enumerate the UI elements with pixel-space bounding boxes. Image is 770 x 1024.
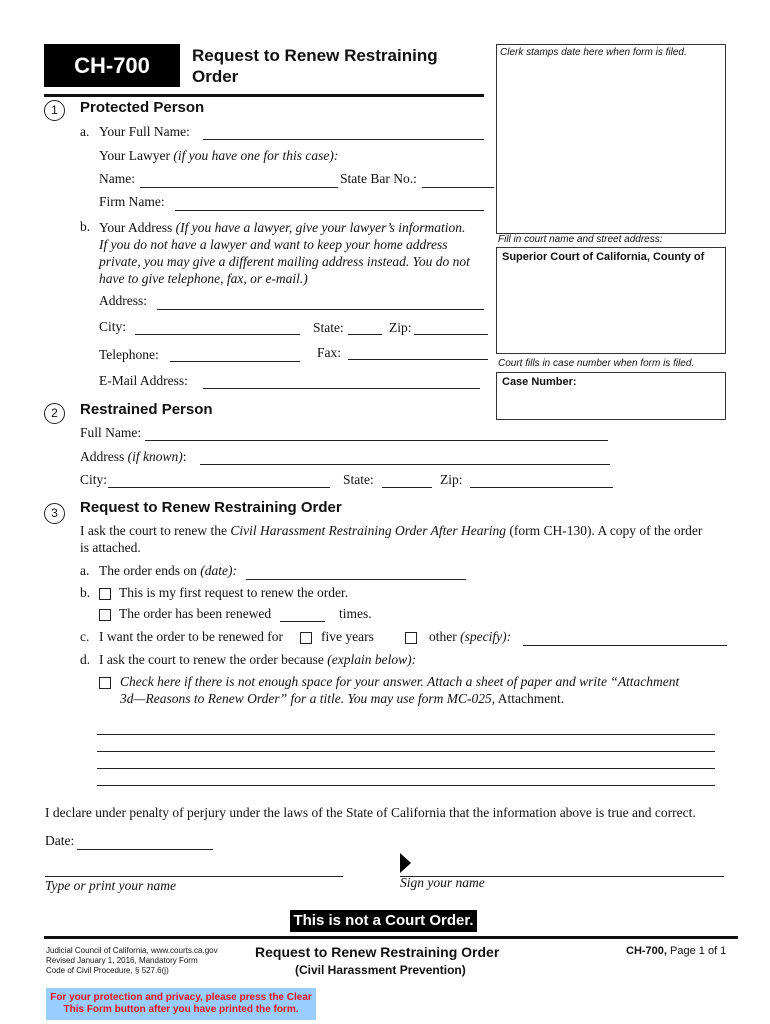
email-field[interactable]: [203, 388, 480, 389]
sign-arrow-icon: [400, 853, 411, 873]
other-checkbox[interactable]: [405, 632, 417, 644]
clear-form-button[interactable]: For your protection and privacy, please press the Clear This Form button after you have printed the form.: [46, 988, 316, 1020]
reason-line-3[interactable]: [97, 768, 715, 769]
not-court-order-notice: This is not a Court Order.: [290, 910, 477, 932]
case-number-field[interactable]: Case Number:: [496, 372, 726, 420]
section-2-heading: Restrained Person: [80, 401, 213, 418]
order-end-date-field[interactable]: [246, 579, 466, 580]
section-2-number: 2: [44, 403, 65, 424]
date-field[interactable]: [77, 849, 213, 850]
reason-line-2[interactable]: [97, 751, 715, 752]
city-field[interactable]: [135, 334, 300, 335]
five-years-checkbox[interactable]: [300, 632, 312, 644]
state-bar-field[interactable]: [422, 187, 494, 188]
times-renewed-field[interactable]: [280, 621, 325, 622]
restrained-address-field[interactable]: [200, 464, 610, 465]
court-name-field[interactable]: Superior Court of California, County of: [496, 247, 726, 354]
address-instructions: Your Address (If you have a lawyer, give your lawyer’s information. If you do not have a lawyer and want to keep your home address private, you may give a different mailing address instead. You do not have to give telephone, fax, or e-mail.): [99, 220, 470, 286]
form-title: Request to Renew Restraining Order: [192, 46, 438, 86]
reason-line-1[interactable]: [97, 734, 715, 735]
section-3-number: 3: [44, 503, 65, 524]
other-specify-field[interactable]: [523, 645, 727, 646]
telephone-field[interactable]: [170, 361, 300, 362]
section-3-heading: Request to Renew Restraining Order: [80, 499, 342, 516]
reason-line-4[interactable]: [97, 785, 715, 786]
section-1-heading: Protected Person: [80, 99, 205, 116]
restrained-state-field[interactable]: [382, 487, 432, 488]
declaration-text: I declare under penalty of perjury under the laws of the State of California that the information above is true and correct.: [45, 805, 696, 820]
zip-field[interactable]: [414, 334, 488, 335]
restrained-name-field[interactable]: [145, 440, 608, 441]
lawyer-name-field[interactable]: [140, 187, 338, 188]
attachment-checkbox[interactable]: [99, 677, 111, 689]
address-field[interactable]: [157, 309, 484, 310]
full-name-field[interactable]: [203, 139, 484, 140]
footer-rule: [44, 936, 738, 939]
clerk-stamp-box: Clerk stamps date here when form is filed.: [496, 44, 726, 234]
first-request-checkbox[interactable]: [99, 588, 111, 600]
restrained-zip-field[interactable]: [470, 487, 613, 488]
header-rule: [44, 94, 484, 97]
form-id-badge: CH-700: [44, 44, 180, 87]
restrained-city-field[interactable]: [108, 487, 330, 488]
section-1-number: 1: [44, 100, 65, 121]
firm-name-field[interactable]: [175, 210, 484, 211]
footer-citation: Judicial Council of California, www.courts.ca.gov Revised January 1, 2016, Mandatory Form Code of Civil Procedure, § 527.6(j): [46, 946, 218, 975]
fax-field[interactable]: [348, 359, 488, 360]
renewed-checkbox[interactable]: [99, 609, 111, 621]
print-name-field[interactable]: [45, 876, 343, 877]
state-field[interactable]: [348, 334, 382, 335]
form-page: CH-700 Request to Renew Restraining Order Clerk stamps date here when form is filed. Fill in court name and street address: Superior Court of California, County of Court fills in case number when form is filed. Case Number: 1 Protected Person a. Your Full Name: Your Lawyer (if you have one for this case): Name: State Bar No.: Firm Name: b. Your Address (If you have a lawyer, give your lawyer’s information. If you do not have a lawyer and want to keep your home address private, you may give a different mailing address instead. You do not have to give telephone, fax, or e-mail.) Address: City: State: Zip: Telephone: Fax: E-Mail Address: 2 Restrained Person Full Name: Address (if known): City: State: Zip: 3 Request to Renew Restraining Order I ask the court to renew the Civil Harassment Restraining Order After Hearing (form CH-130). A copy of the order is attached. a. The order ends on (date): b. This is my first request to renew the order. The order has been renewed times. c. I want the order to be renewed for five years other (specify): d. I ask the court to renew the order because (explain below): Check here if there is not enough space for your answer. Attach a sheet of paper and write “Attachment 3d—Reasons to Renew Order” for a title. You may use form MC-025, Attachment. I declare under penalty of perjury under the laws of the State of California that the information above is true and correct. Date: Type or print your name Sign your name This is not a Court Order. Judicial Council of California, www.courts.ca.gov Revised January 1, 2016, Mandatory Form Code of Civil Procedure, § 527.6(j) Request to Renew Restraining Order (Civil Harassment Prevention) CH-700, Page 1 of 1 For your protection and privacy, please press the Clear This Form button after you have printed the form.: [0, 0, 770, 1024]
